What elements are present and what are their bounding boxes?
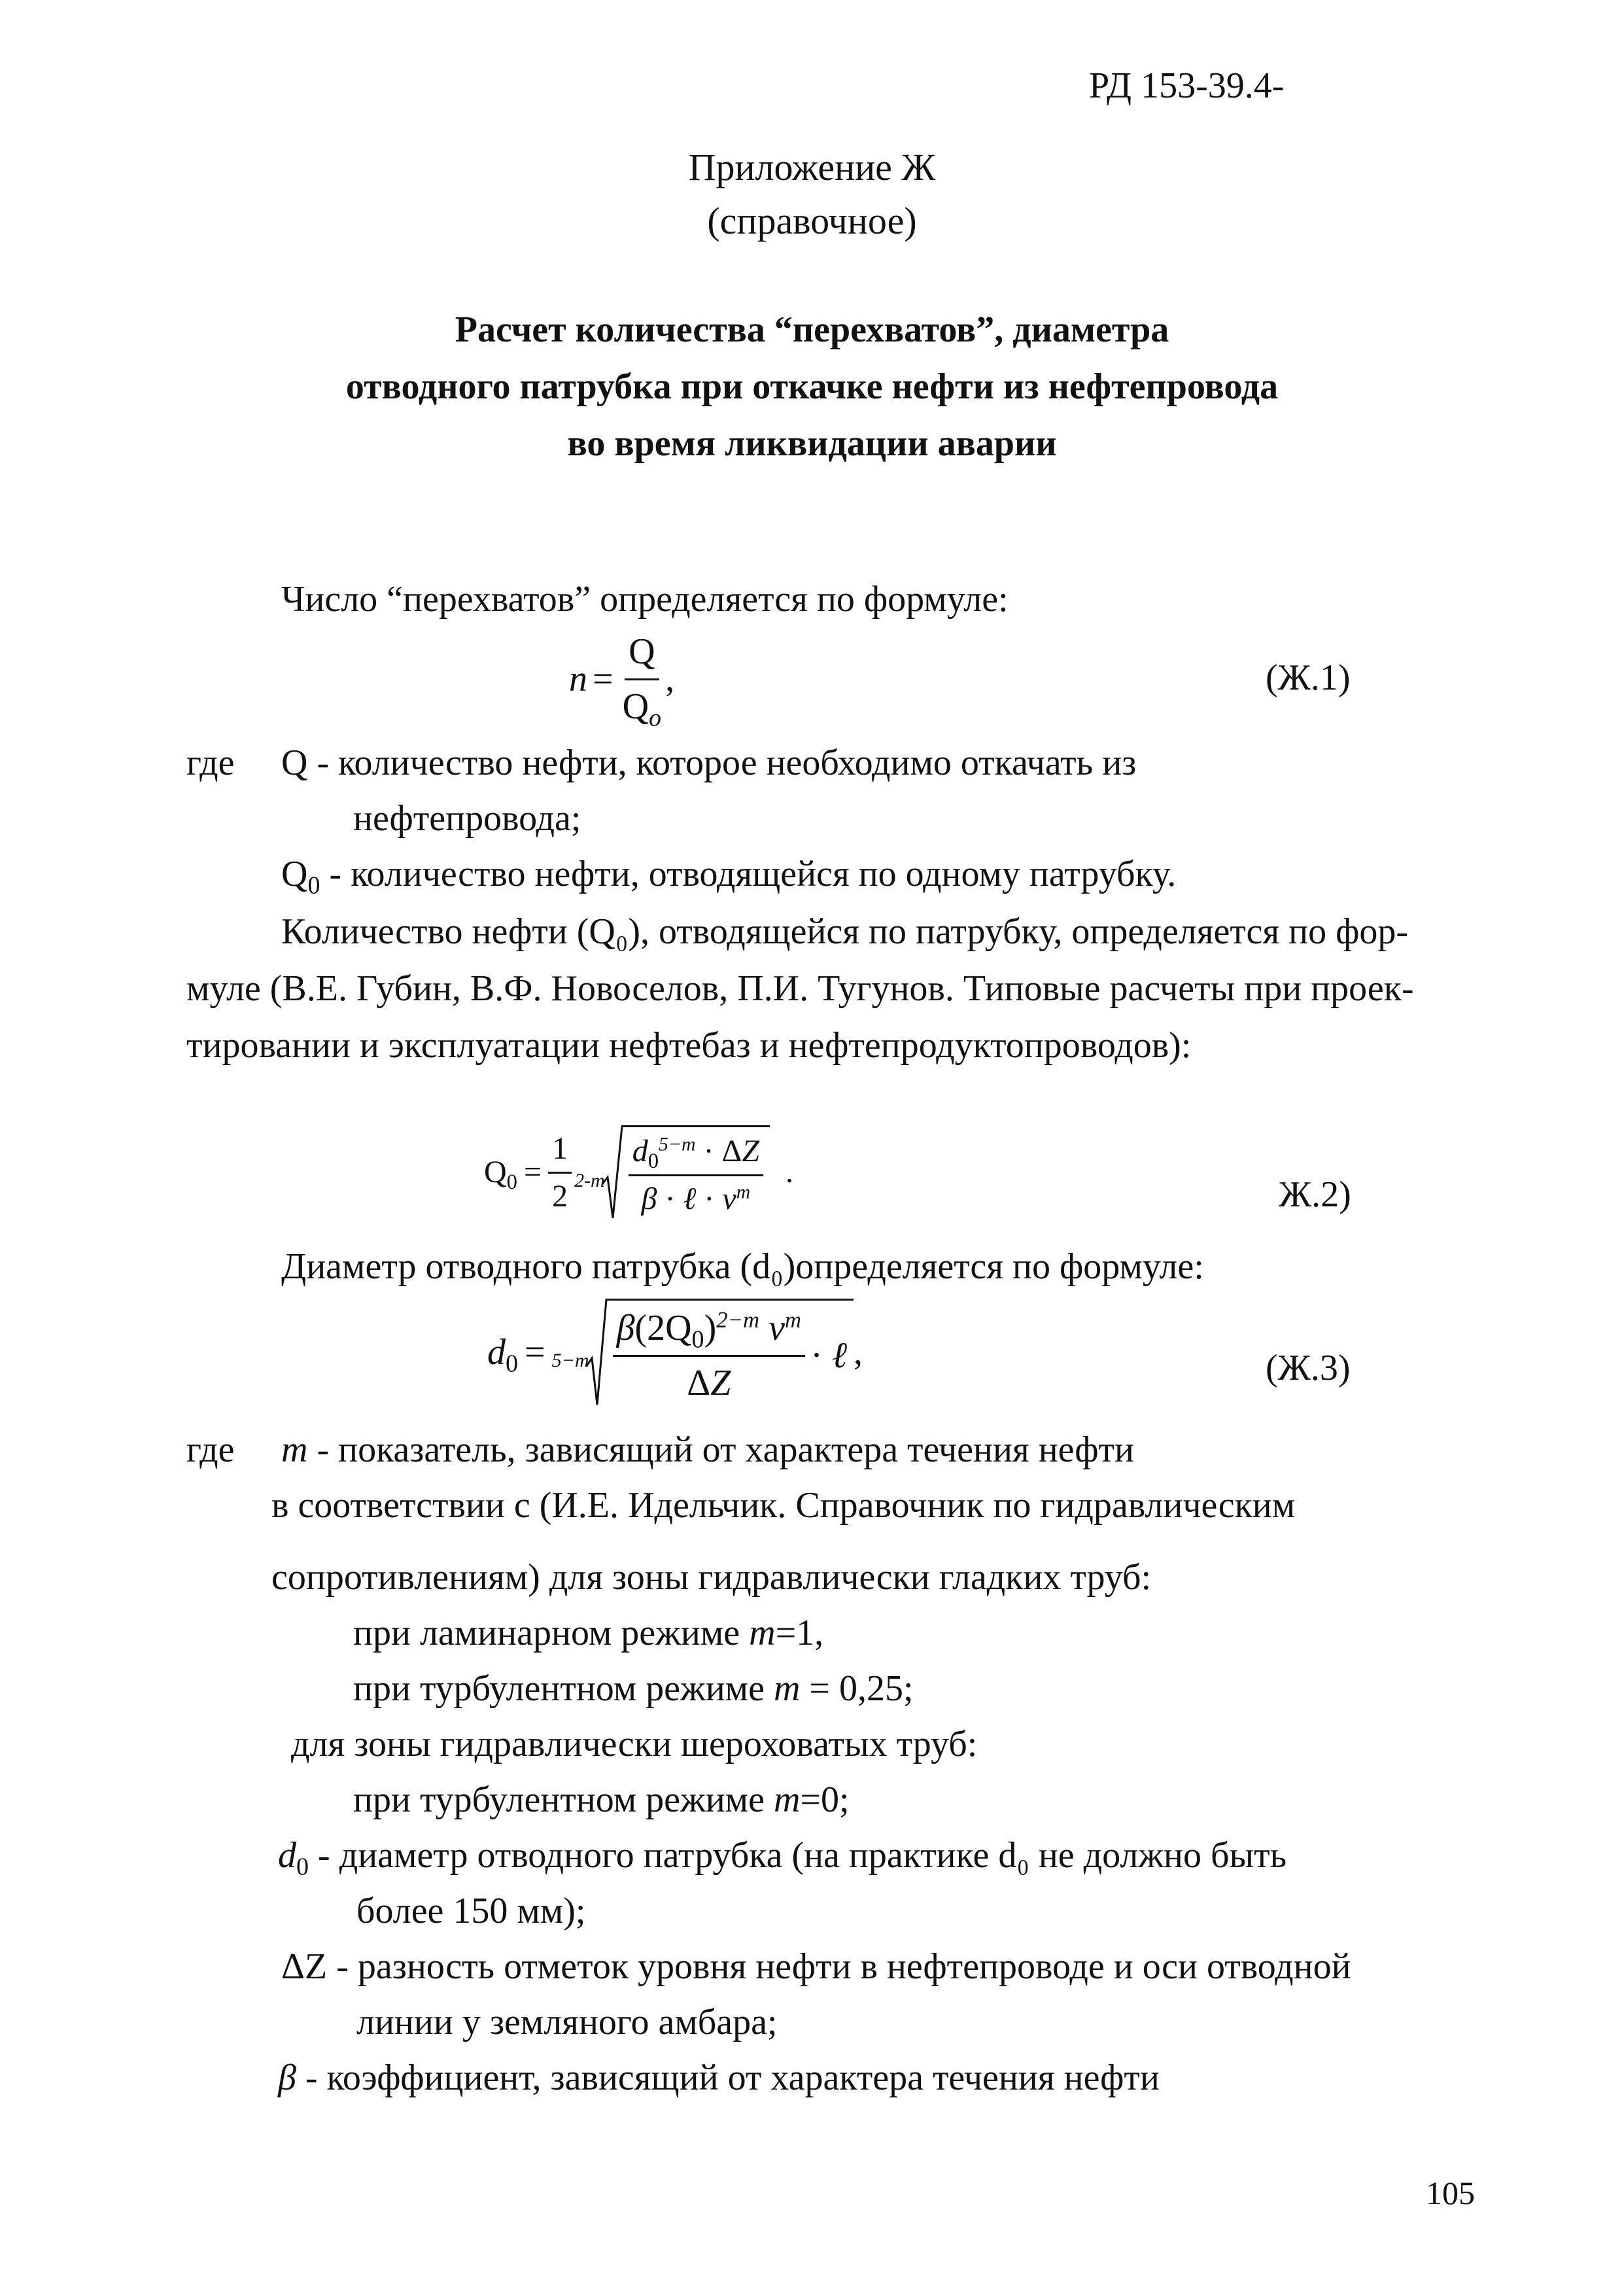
- heading-line-3: во время ликвидации аварии: [567, 423, 1057, 464]
- definition-m-line-1: m - показатель, зависящий от характера течения нефти: [281, 1429, 1134, 1470]
- definition-dz-line-2: линии у земляного амбара;: [356, 2002, 778, 2042]
- rough-pipes-zone: для зоны гидравлически шероховатых труб:: [291, 1724, 978, 1764]
- definition-m-line-2: в соответствии с (И.Е. Идельчик. Справочник по гидравлическим: [271, 1485, 1296, 1526]
- where-label-2: где: [186, 1429, 235, 1470]
- document-code: РД 153-39.4-: [1089, 65, 1285, 106]
- formula-zh1-lhs: n: [569, 658, 587, 699]
- definition-Q-line-1: Q - количество нефти, которое необходимо откачать из: [281, 743, 1137, 783]
- formula-zh2: $Q_0$ = $\frac{1}{2}$ 2-m $\frac{d_0^{5-m} \cdot \Delta Z}{\beta \cdot \ell \cdot v^m}$ .: [484, 1125, 793, 1220]
- formula-zh1-den-subscript: o: [649, 704, 662, 732]
- definition-Q0-text: - количество нефти, отводящейся по одному патрубку.: [320, 854, 1177, 894]
- turbulent-regime-smooth: при турбулентном режиме m = 0,25;: [353, 1668, 914, 1709]
- definition-Q0-subscript: 0: [307, 871, 320, 900]
- formula-zh1-number: (Ж.1): [1266, 657, 1351, 698]
- formula-zh3-comma: ,: [854, 1332, 863, 1373]
- definition-Q-line-2: нефтепровода;: [353, 798, 581, 839]
- heading-line-2: отводного патрубка при откачке нефти из нефтепровода: [345, 366, 1279, 407]
- formula-zh1-denominator: Q: [622, 686, 649, 727]
- turbulent-regime-rough: при турбулентном режиме m=0;: [353, 1779, 850, 1820]
- definition-Q0-symbol: Q: [281, 854, 308, 894]
- intro-d0-paragraph: Диаметр отводного патрубка (d₀)определяется по формуле:: [281, 1246, 1204, 1287]
- intro-n-paragraph: Число “перехватов” определяется по формуле:: [281, 579, 1009, 620]
- paragraph-Q0-line-2: муле (В.Е. Губин, В.Ф. Новоселов, П.И. Тугунов. Типовые расчеты при проек-: [186, 968, 1414, 1009]
- definition-dz-line-1: ΔZ - разность отметок уровня нефти в нефтепроводе и оси отводной: [281, 1946, 1351, 1987]
- formula-zh1-comma: ,: [665, 658, 675, 699]
- formula-zh3: $d_0$ = 5−m $\frac{\beta(2Q_0)^{2-m} v^m}{\Delta Z}$ · ℓ ,: [487, 1299, 863, 1407]
- appendix-title: Приложение Ж: [688, 146, 936, 188]
- heading-line-1: Расчет количества “перехватов”, диаметра: [455, 309, 1169, 350]
- where-label-1: где: [186, 743, 235, 783]
- formula-zh1: n = $\frac{Q}{Q_o}$ ,: [569, 628, 674, 731]
- formula-zh1-fraction: [619, 628, 666, 731]
- formula-zh3-number: (Ж.3): [1266, 1348, 1351, 1388]
- appendix-subtitle: (справочное): [707, 200, 917, 242]
- paragraph-Q0-line-3: тировании и эксплуатации нефтебаз и нефтепродуктопроводов):: [186, 1025, 1192, 1066]
- definition-d0-line-2: более 150 мм);: [356, 1891, 586, 1931]
- page-number: 105: [1426, 2175, 1475, 2211]
- paragraph-Q0-line-1: Количество нефти (Q₀), отводящейся по патрубку, определяется по фор-: [281, 911, 1409, 952]
- formula-zh2-number: Ж.2): [1279, 1174, 1351, 1215]
- definition-Q0: [281, 850, 1176, 898]
- formula-zh2-period: .: [786, 1155, 794, 1190]
- definition-d0-line-1: $d_0$ - диаметр отводного патрубка (на практике d₀ не должно быть: [278, 1835, 1287, 1881]
- definition-m-line-3: сопротивлениям) для зоны гидравлически гладких труб:: [271, 1557, 1152, 1598]
- definition-beta: β - коэффициент, зависящий от характера течения нефти: [278, 2058, 1160, 2098]
- laminar-regime: при ламинарном режиме m=1,: [353, 1613, 824, 1653]
- formula-zh1-numerator: Q: [625, 628, 659, 680]
